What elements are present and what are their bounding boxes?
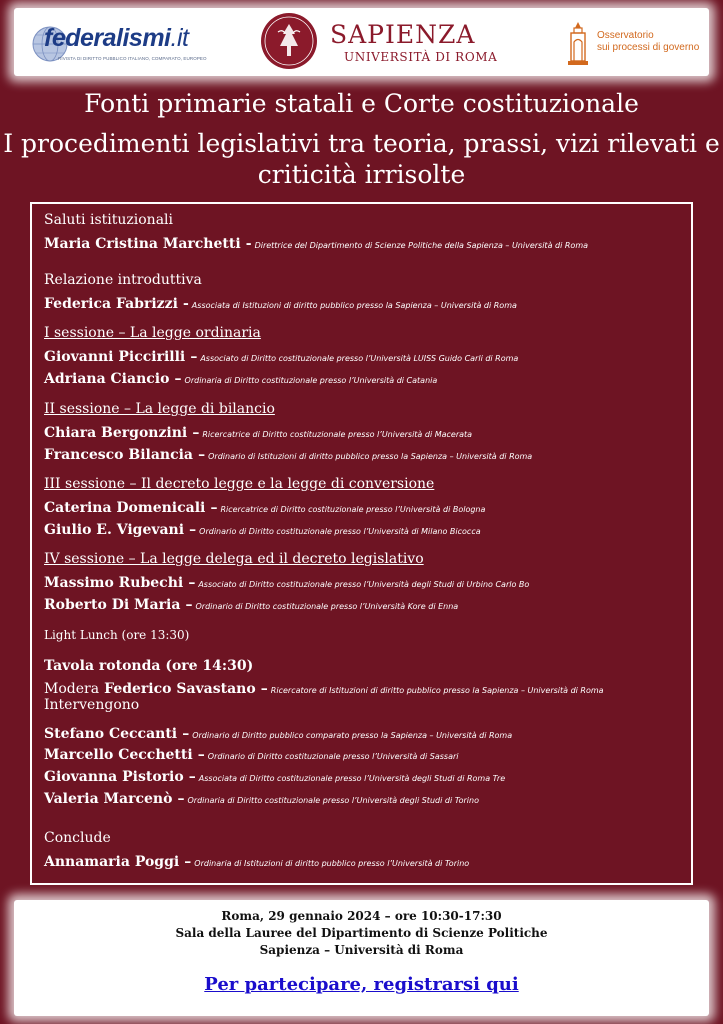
speaker-sep: – (174, 371, 182, 387)
page-title: Fonti primarie statali e Corte costituzionale (84, 89, 639, 118)
tavola-heading: Tavola rotonda (ore 14:30) (44, 658, 254, 674)
federalismi-subtitle: RIVISTA DI DIRITTO PUBBLICO ITALIANO, COMPARATO, EUROPEO (58, 56, 207, 61)
speaker-name: Caterina Domenicali (44, 500, 206, 516)
saluti-heading: Saluti istituzionali (44, 212, 173, 228)
speaker-name: Stefano Ceccanti (44, 726, 178, 742)
speaker-name: Massimo Rubechi (44, 575, 184, 591)
speaker-name: Giovanni Piccirilli (44, 349, 186, 365)
speaker-row (44, 346, 518, 365)
speaker-name: Giulio E. Vigevani (44, 522, 185, 538)
speaker-row (44, 422, 472, 441)
speaker-sep: – (198, 447, 206, 463)
speaker-sep: – (188, 769, 196, 785)
osservatorio-building-icon (565, 20, 591, 68)
speaker-affiliation: Ordinario di Diritto costituzionale presso l’Università di Milano Bicocca (199, 527, 481, 536)
speaker-affiliation: Associata di Istituzioni di diritto pubblico presso la Sapienza – Università di Roma (191, 301, 517, 310)
speaker-affiliation: Ordinario di Diritto costituzionale presso l’Università di Sassari (207, 752, 459, 761)
speaker-sep: - (182, 296, 189, 312)
speaker-name: Giovanna Pistorio (44, 769, 184, 785)
speaker-row (44, 788, 479, 807)
header-logo-bar (14, 8, 709, 76)
moderator-affiliation: Ricercatore di Istituzioni di diritto pubblico presso la Sapienza – Università di Roma (270, 686, 604, 695)
sapienza-name: SAPIENZA (330, 20, 476, 49)
speaker-sep: - (245, 236, 252, 252)
event-info-footer (14, 900, 709, 1016)
speaker-name: Federica Fabrizzi (44, 296, 178, 312)
speaker-affiliation: Associata di Diritto costituzionale presso l’Università degli Studi di Roma Tre (198, 774, 506, 783)
speaker-affiliation: Associato di Diritto costituzionale presso l’Università degli Studi di Urbino Carlo Bo (198, 580, 530, 589)
osservatorio-line1: Osservatorio (597, 30, 654, 41)
federalismi-logo (30, 22, 230, 66)
moderator-row (44, 678, 604, 697)
speaker-sep: – (182, 726, 190, 742)
intervengono-label: Intervengono (44, 697, 140, 713)
speaker-row (44, 723, 512, 742)
osservatorio-line2: sui processi di governo (597, 42, 700, 53)
speaker-affiliation: Associato di Diritto costituzionale presso l’Università LUISS Guido Carli di Roma (200, 354, 519, 363)
moderator-name: Federico Savastano (104, 681, 256, 697)
speaker-affiliation: Ordinaria di Istituzioni di diritto pubblico presso l’Università di Torino (194, 859, 470, 868)
conclude-heading: Conclude (44, 830, 111, 846)
program-box (30, 202, 693, 885)
page-subtitle: I procedimenti legislativi tra teoria, prassi, vizi rilevati e criticità irrisolte (3, 129, 720, 189)
speaker-sep: – (197, 747, 205, 763)
sapienza-subtitle: UNIVERSITÀ DI ROMA (344, 50, 498, 64)
speaker-name: Francesco Bilancia (44, 447, 194, 463)
session-heading: IV sessione – La legge delega ed il decreto legislativo (44, 551, 424, 567)
speaker-name: Valeria Marcenò (44, 791, 173, 807)
speaker-affiliation: Ordinaria di Diritto costituzionale presso l’Università di Catania (184, 376, 438, 385)
speaker-row (44, 293, 517, 312)
lunch-label: Light Lunch (ore 13:30) (44, 628, 190, 642)
speaker-name: Adriana Ciancio (44, 371, 170, 387)
speaker-sep: – (185, 597, 193, 613)
speaker-affiliation: Ordinario di Diritto pubblico comparato presso la Sapienza – Università di Roma (192, 731, 513, 740)
speaker-affiliation: Ordinaria di Diritto costituzionale presso l’Università degli Studi di Torino (187, 796, 479, 805)
speaker-sep: – (190, 349, 198, 365)
speaker-row (44, 519, 481, 538)
speaker-name: Marcello Cecchetti (44, 747, 193, 763)
speaker-name: Maria Cristina Marchetti (44, 236, 241, 252)
sapienza-seal-icon (260, 12, 318, 70)
speaker-row (44, 572, 529, 591)
speaker-row (44, 594, 458, 613)
speaker-affiliation: Ricercatrice di Diritto costituzionale presso l’Università di Macerata (202, 430, 473, 439)
speaker-row (44, 368, 437, 387)
speaker-row (44, 744, 459, 763)
speaker-name: Annamaria Poggi (44, 854, 180, 870)
relazione-heading: Relazione introduttiva (44, 272, 202, 288)
speaker-name: Chiara Bergonzini (44, 425, 188, 441)
event-venue: Sala della Lauree del Dipartimento di Scienze Politiche (175, 926, 548, 940)
federalismi-tld: .it (170, 24, 189, 52)
event-university: Sapienza – Università di Roma (259, 943, 464, 957)
register-link[interactable]: Per partecipare, registrarsi qui (204, 974, 519, 995)
modera-label: Modera (44, 681, 100, 697)
speaker-row (44, 444, 532, 463)
session-heading: I sessione – La legge ordinaria (44, 325, 261, 341)
federalismi-name: federalismi (44, 24, 171, 52)
speaker-sep: – (184, 854, 192, 870)
speaker-sep: – (188, 575, 196, 591)
speaker-affiliation: Ricercatrice di Diritto costituzionale presso l’Università di Bologna (220, 505, 486, 514)
speaker-sep: – (210, 500, 218, 516)
osservatorio-label (597, 30, 717, 54)
speaker-sep: – (260, 681, 268, 697)
speaker-sep: – (192, 425, 200, 441)
speaker-affiliation: Direttrice del Dipartimento di Scienze Politiche della Sapienza – Università di Roma (254, 241, 589, 250)
speaker-name: Roberto Di Maria (44, 597, 181, 613)
speaker-affiliation: Ordinario di Diritto costituzionale presso l’Università Kore di Enna (195, 602, 459, 611)
speaker-affiliation: Ordinario di Istituzioni di diritto pubblico presso la Sapienza – Università di Roma (208, 452, 533, 461)
session-heading: III sessione – Il decreto legge e la legge di conversione (44, 476, 435, 492)
speaker-row (44, 851, 469, 870)
event-date-time: Roma, 29 gennaio 2024 – ore 10:30-17:30 (221, 909, 502, 923)
speaker-row (44, 233, 588, 252)
speaker-sep: – (189, 522, 197, 538)
speaker-row (44, 766, 505, 785)
speaker-row (44, 497, 485, 516)
session-heading: II sessione – La legge di bilancio (44, 401, 275, 417)
speaker-sep: – (177, 791, 185, 807)
